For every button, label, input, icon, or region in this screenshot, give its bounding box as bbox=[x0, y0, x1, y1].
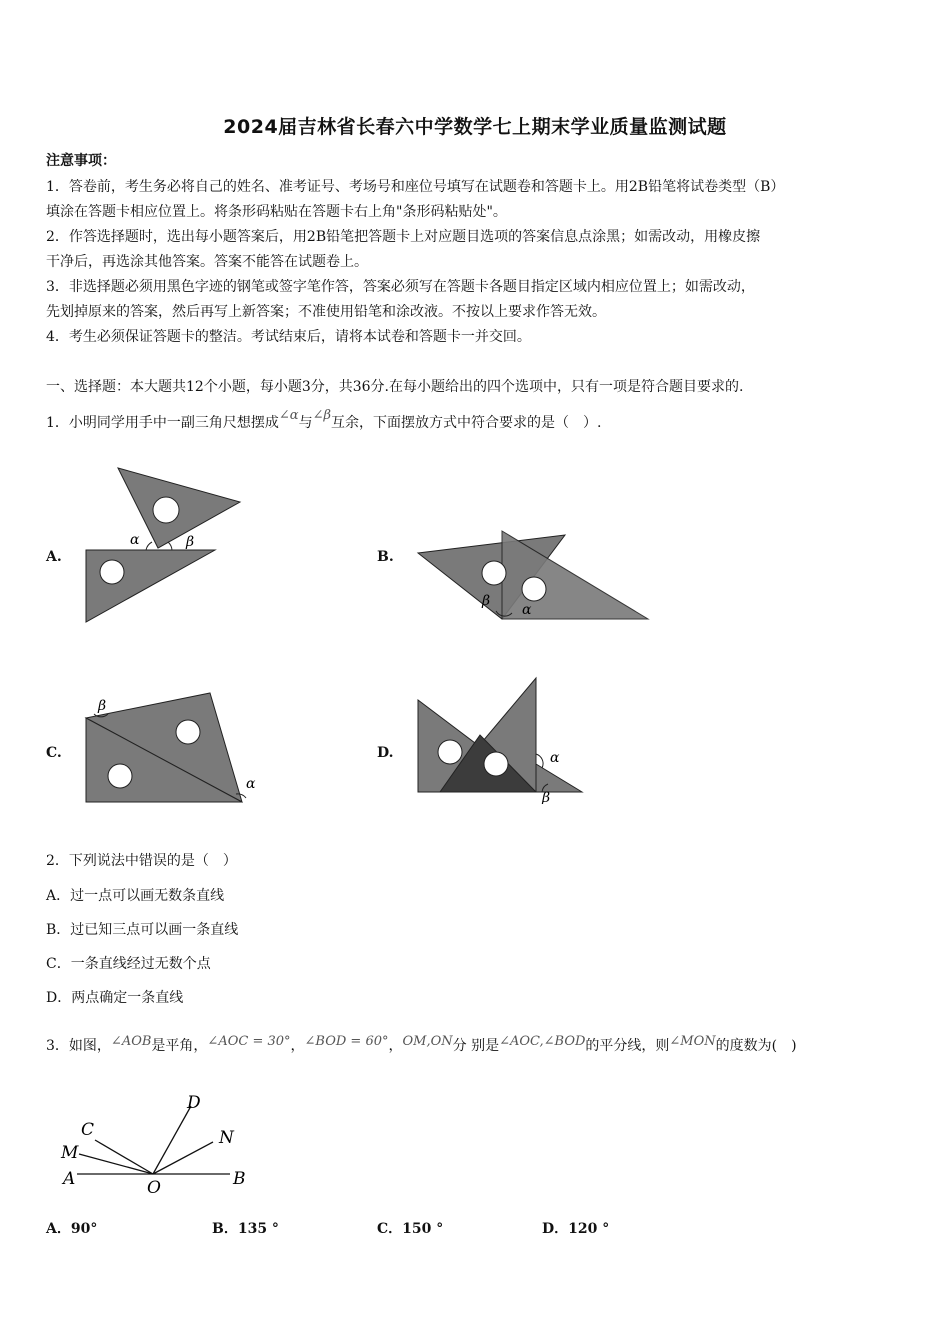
q1-option-a-label: A. bbox=[46, 549, 62, 565]
q2-stem: 2．下列说法中错误的是（ ） bbox=[46, 853, 237, 869]
q3-math-aoc: ∠AOC = 30° bbox=[207, 1034, 291, 1049]
beta-label: β bbox=[542, 790, 551, 804]
point-n-label: N bbox=[219, 1128, 234, 1148]
triangle-hole bbox=[522, 577, 546, 601]
q3-text: 的平分线，则 bbox=[585, 1038, 670, 1054]
q1-figure-d bbox=[410, 672, 595, 804]
notice-line: 干净后，再选涂其他答案。答案不能答在试题卷上。 bbox=[46, 254, 368, 270]
q3-text: ， bbox=[388, 1038, 403, 1054]
q1-option-c-label: C. bbox=[46, 745, 62, 761]
point-m-label: M bbox=[61, 1143, 79, 1163]
q1-angle-beta: ∠β bbox=[312, 408, 331, 423]
q3-text: 是平角， bbox=[151, 1038, 208, 1054]
q3-math-om-on: OM,ON bbox=[402, 1034, 453, 1049]
alpha-label: α bbox=[246, 776, 256, 792]
angle-arc bbox=[146, 542, 152, 550]
notice-line: 4．考生必须保证答题卡的整洁。考试结束后，请将本试卷和答题卡一并交回。 bbox=[46, 329, 531, 345]
q3-math-aoc-bod: ∠AOC,∠BOD bbox=[499, 1034, 586, 1049]
point-b-label: B bbox=[233, 1169, 246, 1189]
notice-line: 1．答卷前，考生务必将自己的姓名、准考证号、考场号和座位号填写在试题卷和答题卡上。用2B铅笔将试卷类型（B） bbox=[46, 179, 785, 195]
notice-line: 填涂在答题卡相应位置上。将条形码粘贴在答题卡右上角"条形码粘贴处"。 bbox=[46, 204, 507, 220]
ray-oc bbox=[95, 1140, 153, 1174]
triangle-hole bbox=[438, 740, 462, 764]
q3-option-c: C．150 ° bbox=[377, 1221, 444, 1237]
q3-figure bbox=[55, 1090, 265, 1200]
notice-heading: 注意事项： bbox=[46, 153, 116, 169]
point-d-label: D bbox=[187, 1093, 201, 1113]
q1-pre: 1．小明同学用手中一副三角尺想摆成 bbox=[46, 415, 279, 431]
q2-option-d: D．两点确定一条直线 bbox=[46, 990, 184, 1006]
notice-line: 3．非选择题必须用黑色字迹的钢笔或签字笔作答，答案必须写在答题卡各题目指定区域内相应位置上；如需改动， bbox=[46, 279, 755, 295]
point-a-label: A bbox=[63, 1169, 76, 1189]
beta-label: β bbox=[98, 698, 107, 714]
triangle-shape bbox=[86, 550, 215, 622]
triangle-hole bbox=[484, 752, 508, 776]
q3-option-a: A．90° bbox=[46, 1221, 98, 1237]
q1-post: 互余，下面摆放方式中符合要求的是（ ）. bbox=[331, 415, 602, 431]
q1-figure-b bbox=[410, 525, 655, 625]
q3-math-bod: ∠BOD = 60° bbox=[304, 1034, 389, 1049]
triangle-hole bbox=[482, 561, 506, 585]
q3-option-d: D．120 ° bbox=[542, 1221, 610, 1237]
q1-figure-a bbox=[80, 462, 255, 627]
q2-option-b: B．过已知三点可以画一条直线 bbox=[46, 922, 239, 938]
q1-angle-alpha: ∠α bbox=[278, 408, 299, 423]
alpha-label: α bbox=[522, 602, 532, 618]
beta-label: β bbox=[186, 534, 195, 550]
q1-stem bbox=[46, 408, 602, 433]
q3-pre: 3．如图， bbox=[46, 1038, 111, 1054]
point-o-label: O bbox=[147, 1178, 161, 1198]
alpha-label: α bbox=[550, 750, 560, 766]
beta-label: β bbox=[482, 593, 491, 609]
q3-stem bbox=[46, 1034, 797, 1056]
page-title: 2024届吉林省长春六中学数学七上期末学业质量监测试题 bbox=[223, 116, 727, 138]
triangle-hole bbox=[108, 764, 132, 788]
triangle-hole bbox=[176, 720, 200, 744]
q1-mid: 与 bbox=[298, 415, 313, 431]
q1-figure-c bbox=[80, 690, 265, 808]
q3-text: 分 别是 bbox=[452, 1038, 500, 1054]
q3-option-b: B．135 ° bbox=[212, 1221, 279, 1237]
q2-option-c: C．一条直线经过无数个点 bbox=[46, 956, 211, 972]
triangle-hole bbox=[100, 560, 124, 584]
triangle-hole bbox=[153, 497, 179, 523]
q3-text: ， bbox=[290, 1038, 305, 1054]
alpha-label: α bbox=[130, 532, 140, 548]
notice-line: 先划掉原来的答案，然后再写上新答案；不准使用铅笔和涂改液。不按以上要求作答无效。 bbox=[46, 304, 606, 320]
point-c-label: C bbox=[81, 1120, 95, 1140]
q1-option-b-label: B. bbox=[377, 549, 394, 565]
ray-om bbox=[79, 1154, 153, 1174]
section-heading: 一、选择题：本大题共12个小题，每小题3分，共36分.在每小题给出的四个选项中，只有一项是符合题目要求的. bbox=[46, 379, 744, 395]
q2-option-a: A．过一点可以画无数条直线 bbox=[46, 888, 225, 904]
q1-option-d-label: D. bbox=[377, 745, 394, 761]
q3-math-mon: ∠MON bbox=[669, 1034, 716, 1049]
angle-arc bbox=[168, 542, 172, 550]
q3-math-aob: ∠AOB bbox=[110, 1034, 152, 1049]
notice-line: 2．作答选择题时，选出每小题答案后，用2B铅笔把答题卡上对应题目选项的答案信息点涂黑；如需改动，用橡皮擦 bbox=[46, 229, 761, 245]
q3-text: 的度数为( ) bbox=[715, 1038, 797, 1054]
